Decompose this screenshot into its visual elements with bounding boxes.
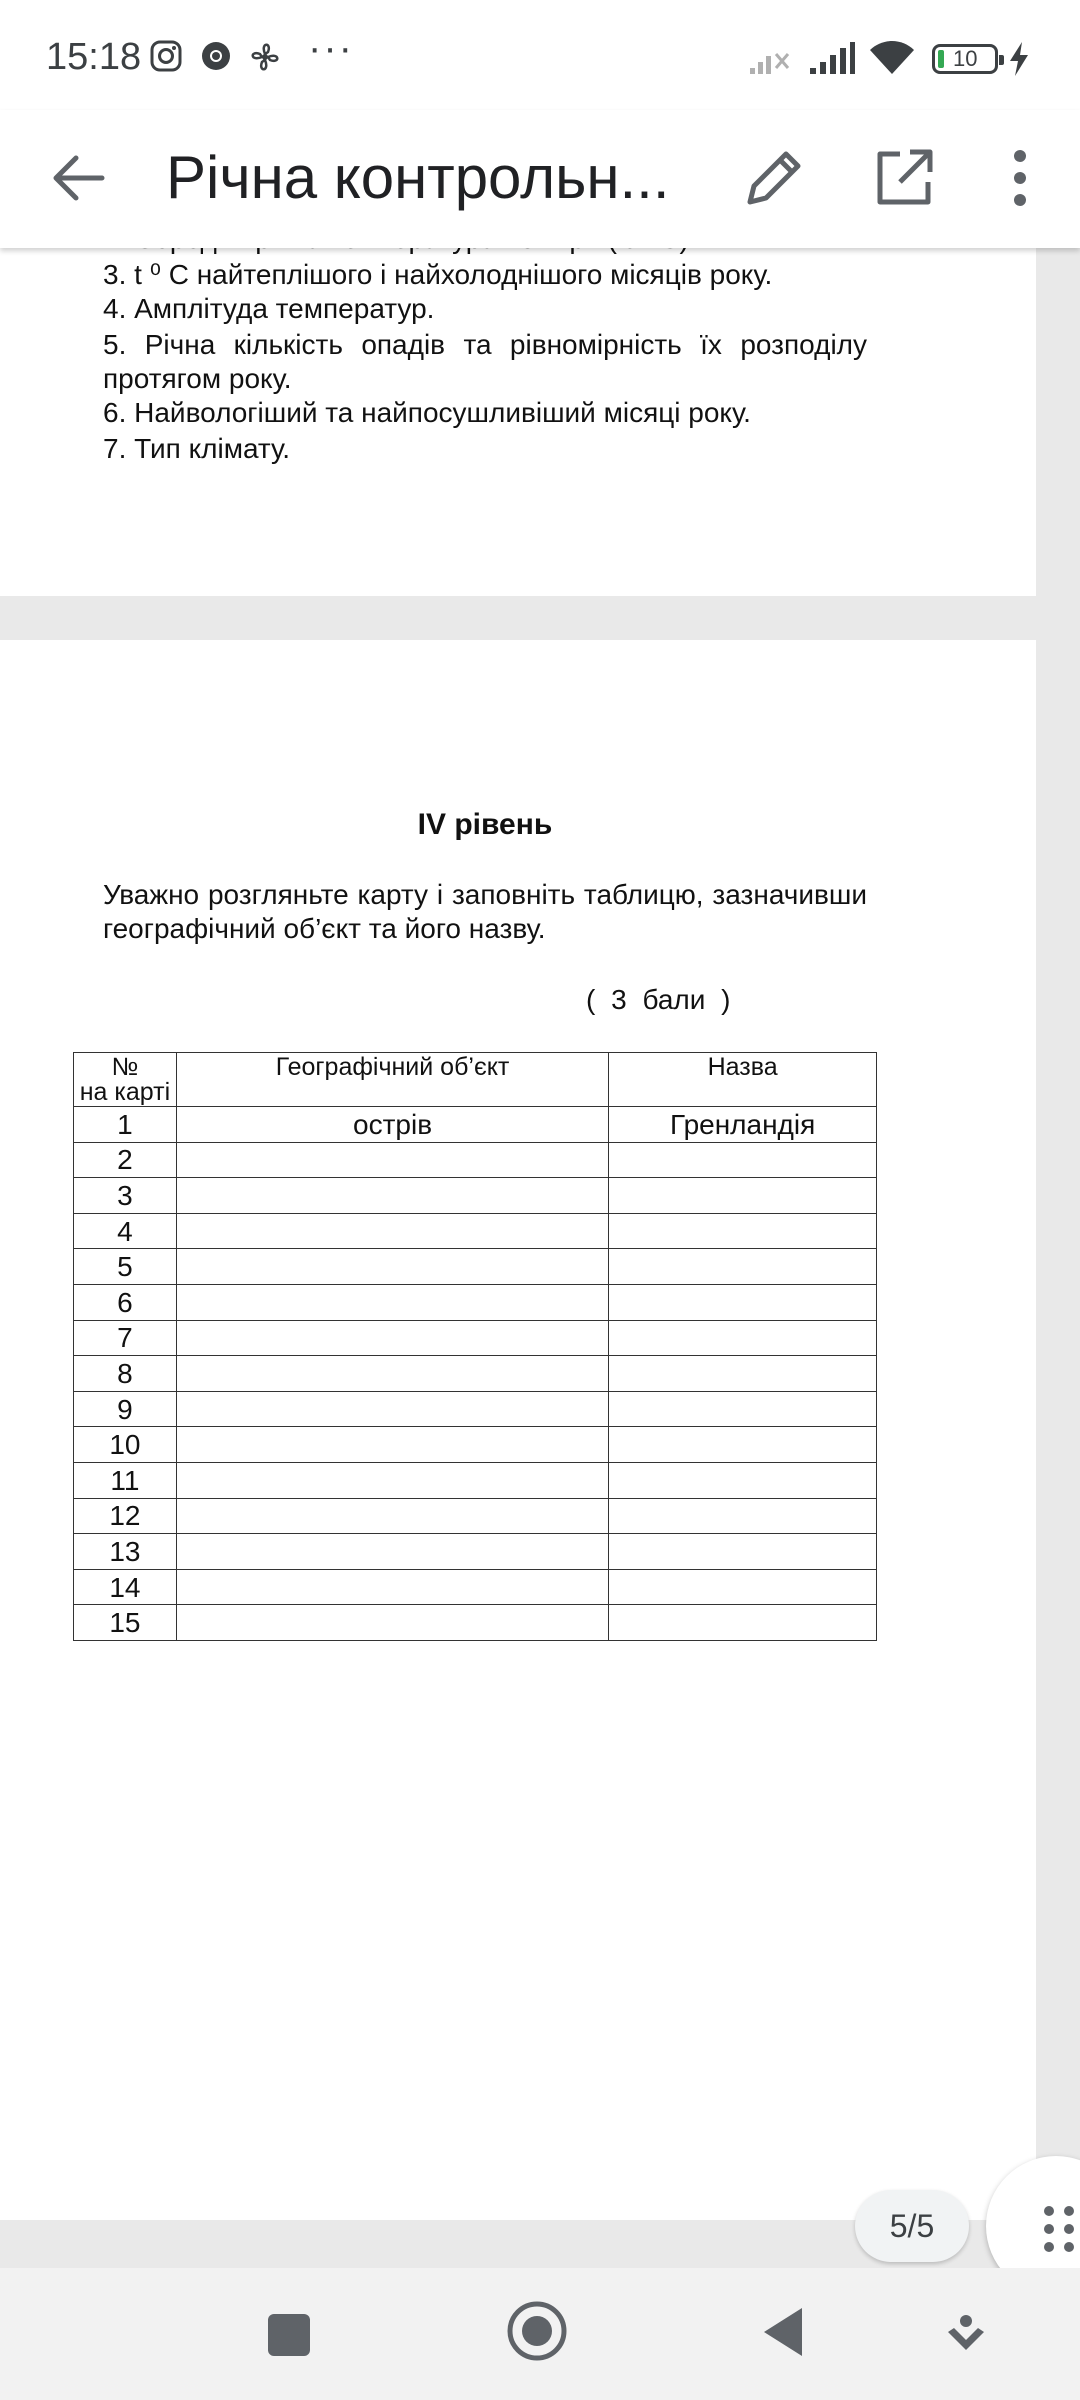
cell-object <box>176 1142 608 1178</box>
table-row <box>74 1569 877 1605</box>
cell-number: 3 <box>74 1178 177 1214</box>
back-triangle-icon[interactable] <box>760 2306 806 2358</box>
table-row <box>74 1391 877 1427</box>
cell-object <box>176 1213 608 1249</box>
cell-name <box>609 1249 877 1285</box>
header-number-line2: на карті <box>79 1078 171 1106</box>
cell-number: 7 <box>74 1320 177 1356</box>
cell-name <box>609 1356 877 1392</box>
recents-square-icon[interactable] <box>266 2312 312 2358</box>
fan-icon <box>248 40 282 74</box>
table-row <box>74 1605 877 1641</box>
cell-name <box>609 1427 877 1463</box>
cell-object <box>176 1498 608 1534</box>
header-number-line1: № <box>111 1053 139 1081</box>
chrome-icon <box>200 40 232 72</box>
cell-object <box>176 1356 608 1392</box>
table-row <box>74 1284 877 1320</box>
cell-object <box>176 1391 608 1427</box>
cell-name <box>609 1462 877 1498</box>
cell-name <box>609 1569 877 1605</box>
cell-object <box>176 1320 608 1356</box>
cell-number: 11 <box>74 1462 177 1498</box>
table-header-row <box>74 1053 877 1107</box>
instagram-icon <box>150 40 182 72</box>
table-row <box>74 1427 877 1463</box>
table-row <box>74 1249 877 1285</box>
battery-level: 10 <box>953 46 978 71</box>
cell-name <box>609 1284 877 1320</box>
cell-object <box>176 1462 608 1498</box>
table-row <box>74 1498 877 1534</box>
cell-number: 1 <box>74 1107 177 1143</box>
header-number <box>74 1053 177 1107</box>
cell-object <box>176 1284 608 1320</box>
table-row <box>74 1107 877 1143</box>
list-item: 7. Тип клімату. <box>103 433 291 464</box>
cell-name <box>609 1142 877 1178</box>
table-row <box>74 1462 877 1498</box>
cell-number: 15 <box>74 1605 177 1641</box>
table-row <box>74 1142 877 1178</box>
table-row <box>74 1178 877 1214</box>
cell-number: 14 <box>74 1569 177 1605</box>
cell-name: Гренландія <box>609 1107 877 1143</box>
cell-object <box>176 1605 608 1641</box>
cell-number: 10 <box>74 1427 177 1463</box>
status-time: 15:18 <box>46 36 142 78</box>
list-item: 5. Річна кількість опадів та рівномірність їх розподілу протягом року. <box>103 329 867 394</box>
more-dots-icon: ··· <box>308 26 354 70</box>
cell-object <box>176 1178 608 1214</box>
cell-object <box>176 1534 608 1570</box>
battery-icon <box>932 44 998 74</box>
cell-name <box>609 1213 877 1249</box>
list-item: 3. t ⁰ С найтеплішого і найхолоднішого місяців року. <box>103 259 773 290</box>
open-external-icon[interactable] <box>866 140 942 216</box>
cell-object <box>176 1569 608 1605</box>
hide-keyboard-icon[interactable] <box>944 2312 988 2356</box>
cell-number: 6 <box>74 1284 177 1320</box>
table-row <box>74 1534 877 1570</box>
document-page-5 <box>0 640 1036 2220</box>
page-indicator: 5/5 <box>855 2190 969 2262</box>
table-row <box>74 1356 877 1392</box>
charging-icon <box>1008 42 1030 76</box>
points-label: ( 3 бали ) <box>586 984 731 1015</box>
cell-number: 8 <box>74 1356 177 1392</box>
document-title: Річна контрольн... <box>166 144 670 211</box>
back-arrow-icon[interactable] <box>40 140 116 216</box>
cell-object <box>176 1427 608 1463</box>
wifi-icon <box>868 40 916 76</box>
cell-name <box>609 1178 877 1214</box>
cell-name <box>609 1391 877 1427</box>
header-name: Назва <box>609 1053 877 1107</box>
cell-number: 2 <box>74 1142 177 1178</box>
cell-object <box>176 1249 608 1285</box>
cell-number: 12 <box>74 1498 177 1534</box>
cell-object: острів <box>176 1107 608 1143</box>
signal-x-icon <box>748 44 796 76</box>
cell-name <box>609 1498 877 1534</box>
list-item: 6. Найвологіший та найпосушливіший місяці року. <box>103 397 751 428</box>
more-vert-icon[interactable] <box>990 140 1050 216</box>
grid-dots-icon[interactable] <box>1042 2204 1078 2254</box>
table-row <box>74 1320 877 1356</box>
navigation-bar <box>0 2268 1080 2400</box>
task-text: Уважно розгляньте карту і заповніть таблицю, зазначивши географічний об’єкт та його назву. <box>103 879 867 944</box>
status-bar <box>0 0 1080 110</box>
cell-name <box>609 1534 877 1570</box>
cell-name <box>609 1605 877 1641</box>
cell-name <box>609 1320 877 1356</box>
app-bar <box>0 110 1080 248</box>
cell-number: 9 <box>74 1391 177 1427</box>
signal-icon <box>808 42 856 76</box>
pencil-icon[interactable] <box>736 140 812 216</box>
header-object: Географічний об’єкт <box>176 1053 608 1107</box>
home-circle-icon[interactable] <box>506 2300 568 2362</box>
cell-number: 5 <box>74 1249 177 1285</box>
list-item: 4. Амплітуда температур. <box>103 293 435 324</box>
document-page-4 <box>0 200 1036 596</box>
cell-number: 13 <box>74 1534 177 1570</box>
level-title: IV рівень <box>417 808 553 841</box>
table-row <box>74 1213 877 1249</box>
cell-number: 4 <box>74 1213 177 1249</box>
geo-table <box>73 1052 877 1641</box>
